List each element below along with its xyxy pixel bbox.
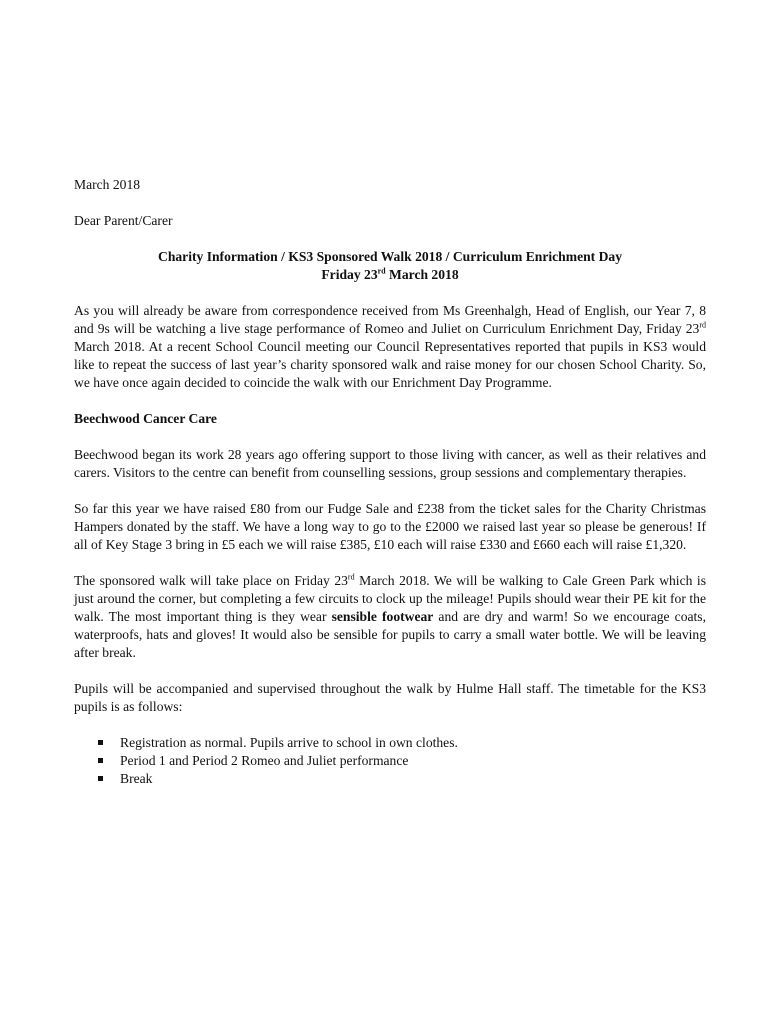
fundraising-paragraph: So far this year we have raised £80 from our Fudge Sale and £238 from the ticket sales for the Charity Christmas Hampers donated by the staff. We have a long way to go to the £2000 we raised last year so please be generous! If all of Key Stage 3 bring in £5 each we will raise £385, £10 each will raise £330 and £660 each will raise £1,320. bbox=[74, 501, 706, 552]
heading-date-pre: Friday 23 bbox=[321, 267, 378, 282]
heading-date-post: March 2018 bbox=[385, 267, 459, 282]
list-item-text: Period 1 and Period 2 Romeo and Juliet performance bbox=[120, 753, 409, 768]
supervision-paragraph: Pupils will be accompanied and supervised throughout the walk by Hulme Hall staff. The timetable for the KS3 pupils is as follows: bbox=[74, 681, 706, 714]
list-item-text: Break bbox=[120, 771, 153, 786]
letter-heading bbox=[74, 248, 706, 284]
intro-part-2: March 2018. At a recent School Council meeting our Council Representatives reported that pupils in KS3 would like to repeat the success of last year’s charity sponsored walk and raise money for our chosen School Charity. So, we have once again decided to coincide the walk with our Enrichment Day Programme. bbox=[74, 339, 706, 390]
heading-line-1: Charity Information / KS3 Sponsored Walk 2018 / Curriculum Enrichment Day bbox=[158, 249, 622, 264]
bullet-square-icon bbox=[98, 758, 103, 763]
walk-part-2: March 2018. We will be walking to Cale Green Park which is just around the corner, but completing a few circuits to clock up the mileage! Pupils should wear their PE kit for the walk. The most important thing is they wear bbox=[74, 573, 706, 624]
intro-date-suffix: rd bbox=[699, 320, 706, 330]
list-item-text: Registration as normal. Pupils arrive to school in own clothes. bbox=[120, 735, 458, 750]
letter-date: March 2018 bbox=[74, 177, 141, 192]
walk-part-1: The sponsored walk will take place on Friday 23 bbox=[74, 573, 348, 588]
list-item bbox=[74, 770, 706, 788]
charity-title: Beechwood Cancer Care bbox=[74, 411, 217, 426]
salutation: Dear Parent/Carer bbox=[74, 213, 173, 228]
list-item bbox=[74, 734, 706, 752]
walk-part-3: and are dry and warm! So we encourage coats, waterproofs, hats and gloves! It would also be sensible for pupils to carry a small water bottle. We will be leaving after break. bbox=[74, 609, 706, 660]
walk-date-suffix: rd bbox=[347, 572, 355, 582]
walk-emphasis: sensible footwear bbox=[331, 609, 434, 624]
charity-paragraph: Beechwood began its work 28 years ago offering support to those living with cancer, as well as their relatives and carers. Visitors to the centre can benefit from counselling sessions, group sessions and complementary therapies. bbox=[74, 447, 706, 480]
walk-paragraph bbox=[74, 572, 706, 662]
heading-line-2 bbox=[74, 266, 706, 284]
heading-date-suffix: rd bbox=[377, 266, 386, 276]
bullet-square-icon bbox=[98, 776, 103, 781]
intro-part-1: As you will already be aware from correspondence received from Ms Greenhalgh, Head of English, our Year 7, 8 and 9s will be watching a live stage performance of Romeo and Juliet on Curriculum Enrichment Day, Friday 23 bbox=[74, 303, 706, 336]
letter-body bbox=[74, 176, 706, 788]
bullet-square-icon bbox=[98, 740, 103, 745]
list-item bbox=[74, 752, 706, 770]
intro-paragraph bbox=[74, 302, 706, 392]
timetable-list bbox=[74, 734, 706, 788]
